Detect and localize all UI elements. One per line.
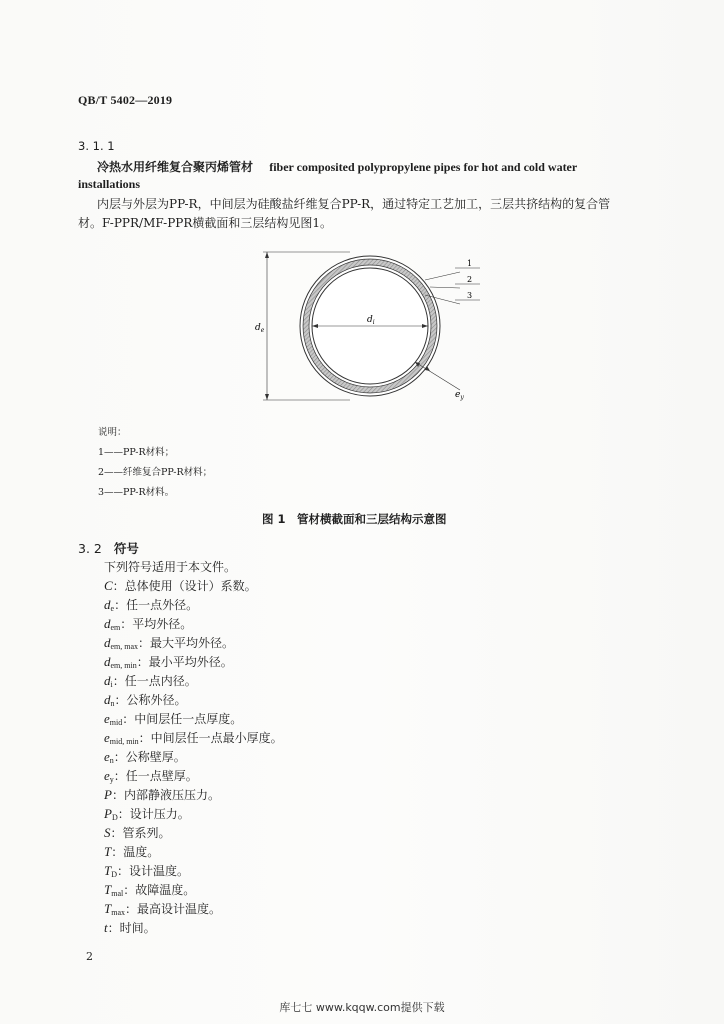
symbol-description: ：最大平均外径。 bbox=[138, 636, 235, 650]
term-heading bbox=[97, 158, 577, 175]
section-intro: 下列符号适用于本文件。 bbox=[104, 560, 237, 574]
symbol-subscript: mal bbox=[111, 889, 124, 898]
symbol-description: ：温度。 bbox=[111, 845, 160, 859]
symbol-subscript: em bbox=[110, 623, 121, 632]
symbol-description: ：中间层任一点最小厚度。 bbox=[138, 731, 283, 745]
symbol-description: ：任一点内径。 bbox=[112, 674, 197, 688]
symbol-subscript: max bbox=[111, 908, 126, 917]
symbol-letter: T bbox=[104, 863, 112, 878]
symbol-item bbox=[104, 710, 242, 727]
symbol-letter: T bbox=[104, 844, 112, 859]
leader-line-1 bbox=[425, 272, 460, 280]
symbol-item bbox=[104, 881, 195, 898]
symbol-letter: d bbox=[104, 673, 111, 688]
symbol-item bbox=[104, 900, 221, 917]
download-footer: 库七七 www.kqqw.com提供下载 bbox=[279, 1001, 445, 1014]
section-number: 3. 2 bbox=[78, 541, 102, 556]
symbol-letter: P bbox=[104, 787, 112, 802]
di-label: $d_i$ bbox=[367, 315, 375, 326]
standard-number: QB/T 5402—2019 bbox=[78, 93, 173, 107]
symbol-description: ：内部静液压压力。 bbox=[111, 788, 220, 802]
symbol-letter: e bbox=[104, 730, 110, 745]
symbol-description: ：最小平均外径。 bbox=[136, 655, 233, 669]
symbol-letter: e bbox=[104, 749, 110, 764]
figure-notes-title: 说明： bbox=[98, 427, 127, 438]
figure-note-2: 2——纤维复合PP-R材料； bbox=[98, 467, 213, 478]
symbol-description: ：故障温度。 bbox=[123, 883, 196, 897]
term-zh: 冷热水用纤维复合聚丙烯管材 bbox=[97, 160, 254, 174]
symbol-letter: d bbox=[104, 597, 111, 612]
symbol-subscript: i bbox=[110, 680, 113, 689]
symbol-item bbox=[104, 577, 257, 594]
term-en: fiber composited polypropylene pipes for hot and cold water bbox=[269, 160, 578, 174]
ey-label: $e_y$ bbox=[455, 390, 464, 401]
leader-line-2 bbox=[430, 287, 460, 288]
symbol-subscript: n bbox=[110, 699, 115, 708]
symbol-subscript: mid, min bbox=[109, 737, 139, 746]
page-number: 2 bbox=[86, 950, 93, 963]
symbol-item bbox=[104, 767, 198, 784]
symbol-letter: P bbox=[104, 806, 112, 821]
symbol-item bbox=[104, 672, 197, 689]
symbol-letter: d bbox=[104, 635, 111, 650]
symbol-subscript: mid bbox=[109, 718, 123, 727]
figure-label-2: 2 bbox=[467, 275, 473, 284]
symbol-description: ：中间层任一点厚度。 bbox=[122, 712, 243, 726]
symbol-letter: d bbox=[104, 692, 111, 707]
symbol-letter: t bbox=[104, 920, 108, 935]
symbol-item bbox=[104, 748, 186, 765]
symbol-subscript: em, min bbox=[110, 661, 137, 670]
figure-caption: 图 1 管材横截面和三层结构示意图 bbox=[262, 512, 447, 526]
symbol-letter: e bbox=[104, 768, 110, 783]
symbol-description: ：平均外径。 bbox=[120, 617, 193, 631]
symbol-letter: T bbox=[104, 882, 112, 897]
symbol-subscript: D bbox=[111, 870, 118, 879]
ey-leader-line bbox=[415, 362, 460, 390]
symbol-description: ：最高设计温度。 bbox=[125, 902, 222, 916]
symbol-subscript: e bbox=[110, 604, 115, 613]
figure-note-3: 3——PP-R材料。 bbox=[98, 487, 175, 498]
symbol-letter: S bbox=[104, 825, 111, 840]
symbol-description: ：总体使用（设计）系数。 bbox=[112, 579, 257, 593]
section-heading bbox=[78, 539, 139, 557]
symbol-description: ：公称外径。 bbox=[114, 693, 187, 707]
symbol-item bbox=[104, 786, 220, 803]
symbol-item bbox=[104, 634, 234, 651]
figure-note-1: 1——PP-R材料； bbox=[98, 447, 175, 458]
symbol-description: ：设计压力。 bbox=[117, 807, 190, 821]
symbol-subscript: em, max bbox=[110, 642, 139, 651]
symbol-description: ：时间。 bbox=[107, 921, 156, 935]
symbol-item bbox=[104, 862, 189, 879]
de-label: $d_e$ bbox=[255, 323, 265, 334]
symbol-item bbox=[104, 729, 283, 746]
symbol-subscript: n bbox=[109, 756, 114, 765]
symbol-letter: e bbox=[104, 711, 110, 726]
symbol-item bbox=[104, 824, 171, 841]
figure-label-1: 1 bbox=[467, 259, 473, 268]
figure-label-3: 3 bbox=[467, 291, 473, 300]
symbol-description: ：任一点壁厚。 bbox=[113, 769, 198, 783]
symbol-item bbox=[104, 843, 159, 860]
term-en-continued: installations bbox=[78, 177, 141, 191]
definition-line-1: 内层与外层为PP-R，中间层为硅酸盐纤维复合PP-R，通过特定工艺加工，三层共挤结构的复合管 bbox=[97, 197, 611, 211]
symbol-letter: d bbox=[104, 654, 111, 669]
symbol-item bbox=[104, 691, 187, 708]
symbol-item bbox=[104, 919, 156, 936]
symbol-subscript: y bbox=[109, 775, 114, 784]
symbol-letter: d bbox=[104, 616, 111, 631]
clause-number: 3. 1. 1 bbox=[78, 139, 115, 153]
symbol-item bbox=[104, 596, 198, 613]
symbol-description: ：管系列。 bbox=[110, 826, 171, 840]
symbol-item bbox=[104, 615, 192, 632]
symbol-subscript: D bbox=[111, 813, 118, 822]
symbol-letter: C bbox=[104, 578, 113, 593]
section-title: 符号 bbox=[113, 541, 139, 556]
symbol-description: ：任一点外径。 bbox=[114, 598, 199, 612]
symbol-item bbox=[104, 805, 190, 822]
pipe-cross-section-figure bbox=[255, 250, 485, 410]
symbol-letter: T bbox=[104, 901, 112, 916]
symbol-item bbox=[104, 653, 233, 670]
symbol-description: ：设计温度。 bbox=[117, 864, 190, 878]
symbol-description: ：公称壁厚。 bbox=[113, 750, 186, 764]
definition-line-2: 材。F-PPR/MF-PPR横截面和三层结构见图1。 bbox=[78, 216, 333, 230]
